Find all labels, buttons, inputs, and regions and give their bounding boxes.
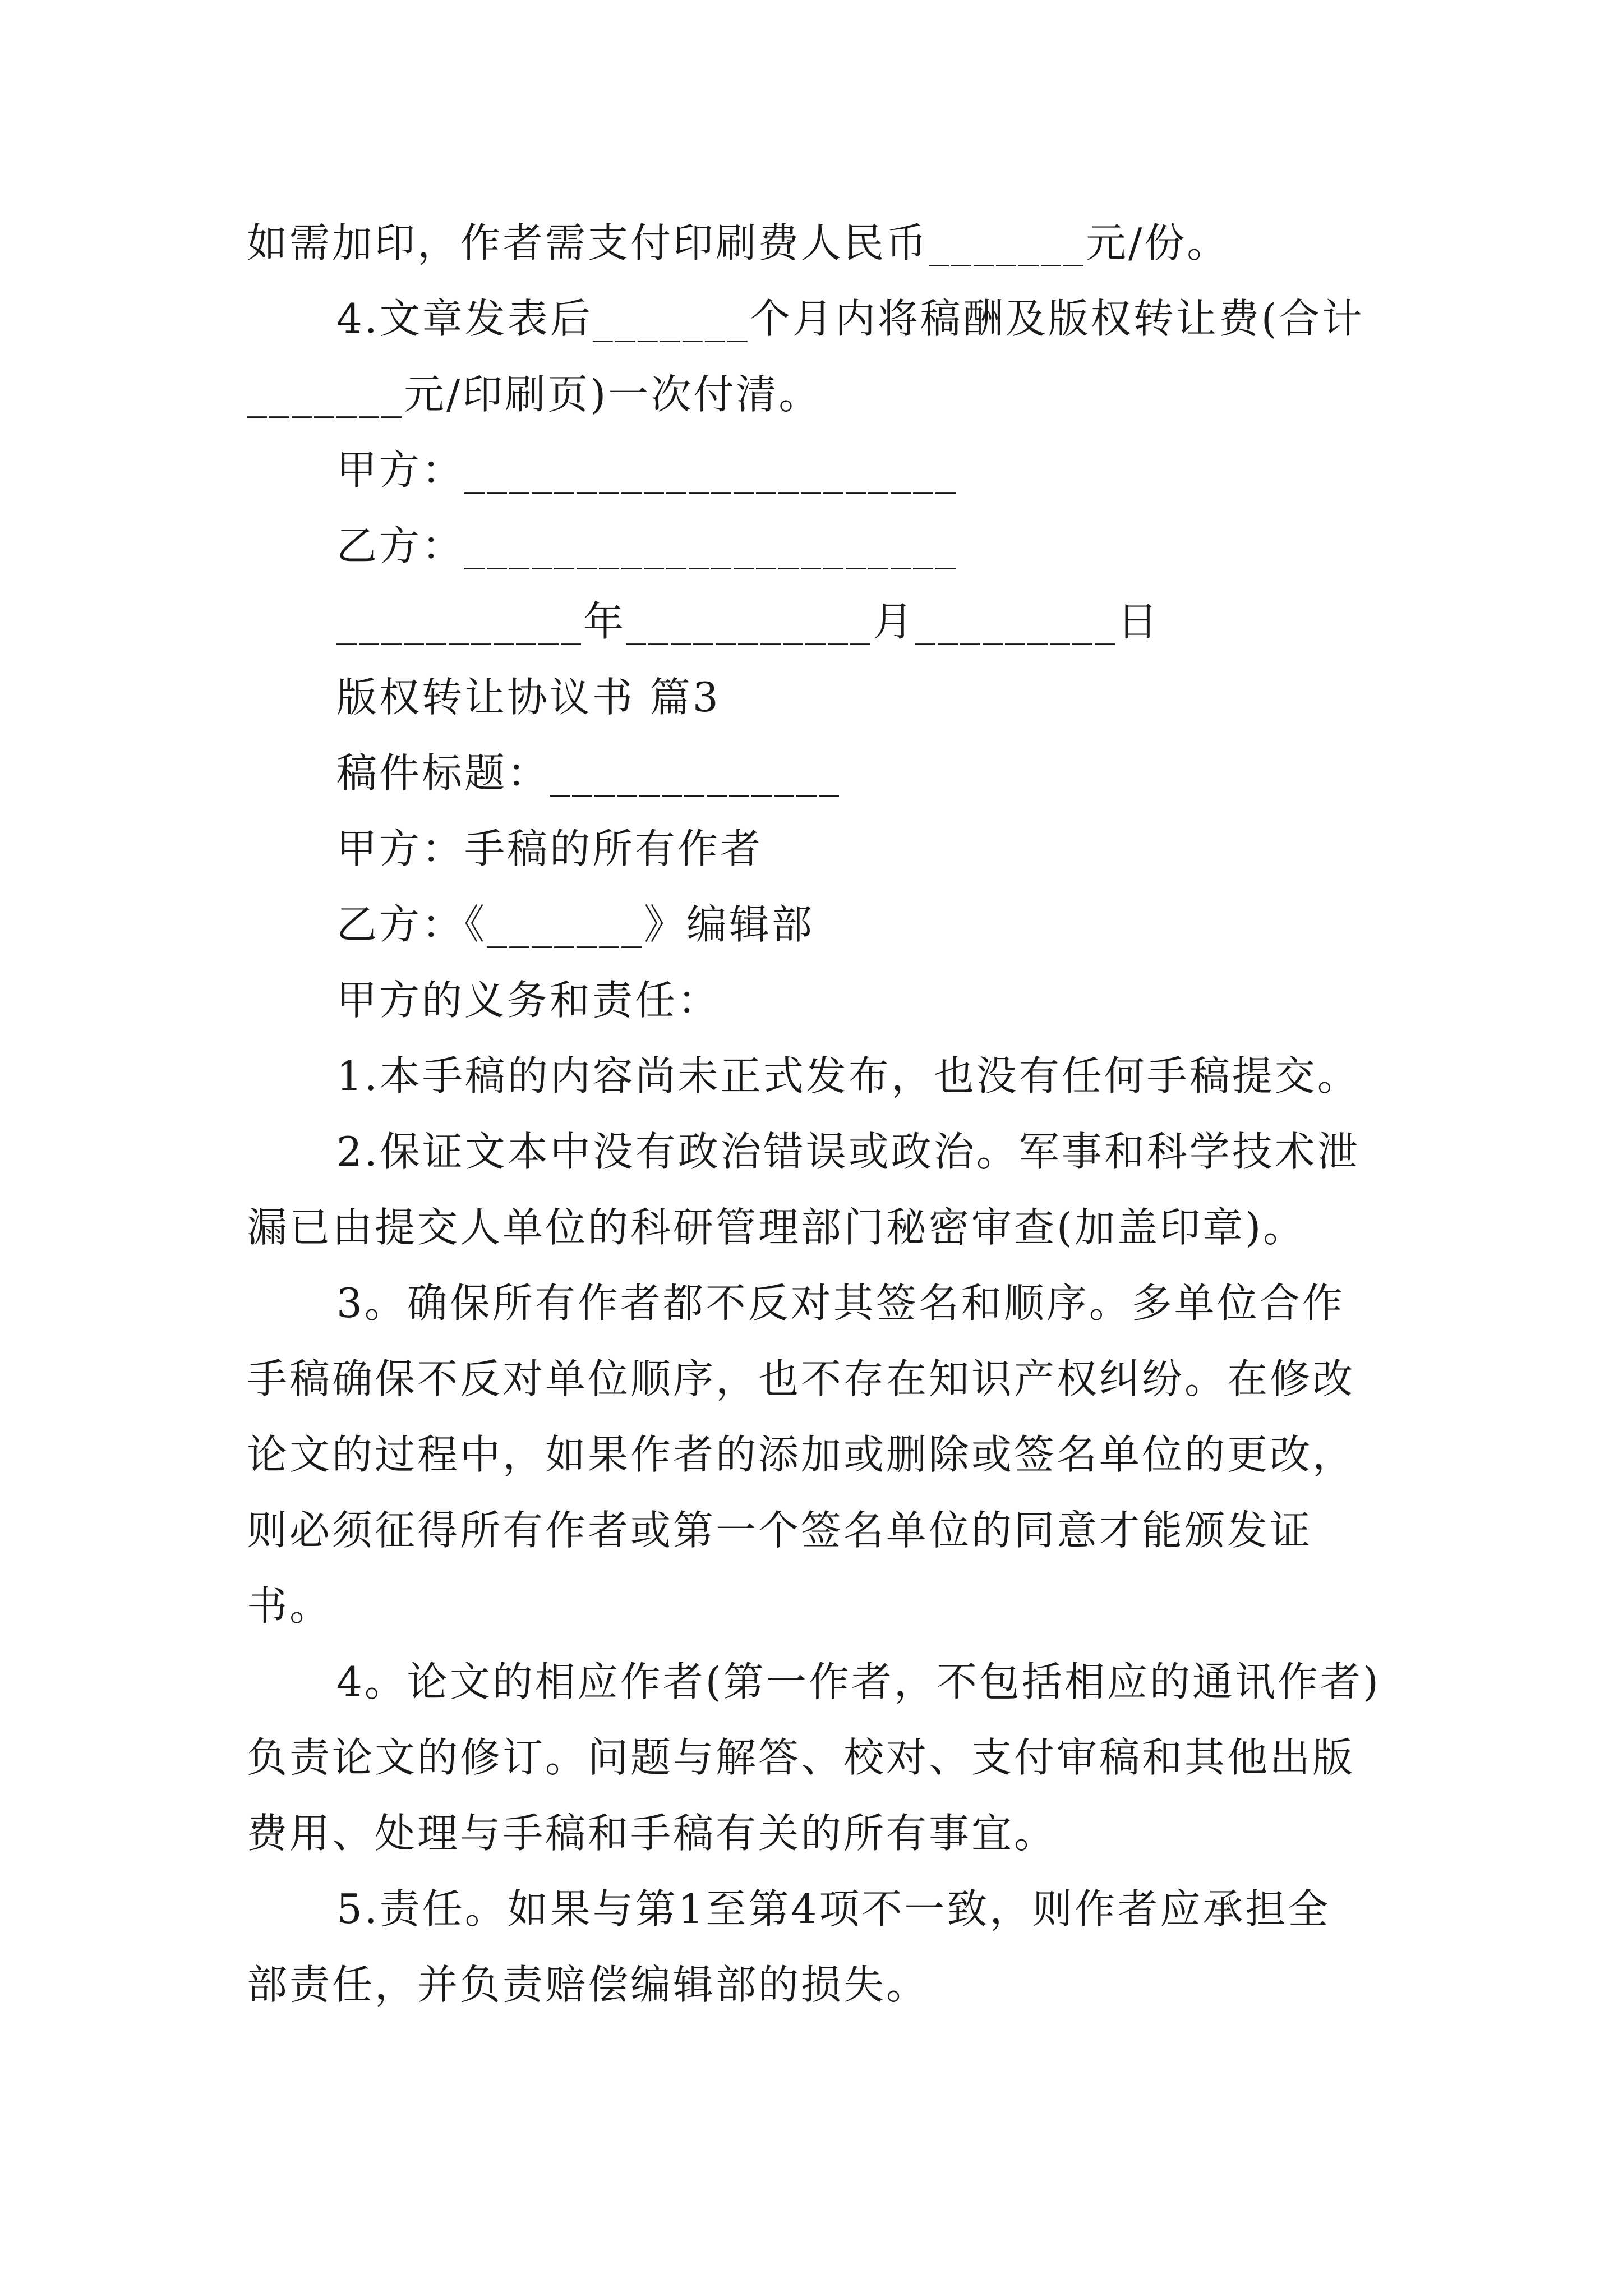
text-line-clause-4-cont: _______元/印刷页)一次付清。 (247, 371, 822, 418)
text-line-item-3-cont-1: 手稿确保不反对单位顺序，也不存在知识产权纠纷。在修改 (247, 1355, 1355, 1402)
text-line-party-a-signature: 甲方：______________________ (336, 447, 958, 494)
text-line-party-a: 甲方：手稿的所有作者 (336, 825, 763, 872)
text-line-item-3-cont-2: 论文的过程中，如果作者的添加或删除或签名单位的更改， (247, 1431, 1355, 1478)
text-line-item-5: 5.责任。如果与第1至第4项不一致，则作者应承担全 (336, 1885, 1331, 1932)
text-line-item-5-cont: 部责任，并负责赔偿编辑部的损失。 (247, 1961, 929, 2008)
text-line-item-2: 2.保证文本中没有政治错误或政治。军事和科学技术泄 (336, 1128, 1360, 1175)
text-line-item-4: 4。论文的相应作者(第一作者，不包括相应的通讯作者) (336, 1658, 1381, 1705)
text-line-item-1: 1.本手稿的内容尚未正式发布，也没有任何手稿提交。 (336, 1052, 1360, 1099)
text-line-manuscript-title: 稿件标题：_____________ (336, 749, 842, 797)
text-line-item-4-cont-1: 负责论文的修订。问题与解答、校对、支付审稿和其他出版 (247, 1734, 1355, 1781)
text-line-item-3: 3。确保所有作者都不反对其签名和顺序。多单位合作 (336, 1280, 1345, 1327)
text-line-obligations: 甲方的义务和责任： (336, 977, 721, 1024)
text-line-item-2-cont: 漏已由提交人单位的科研管理部门秘密审查(加盖印章)。 (247, 1204, 1306, 1251)
text-line-printing-fee: 如需加印，作者需支付印刷费人民币_______元/份。 (247, 219, 1230, 266)
text-line-party-b-signature: 乙方：______________________ (336, 522, 958, 569)
text-line-clause-4: 4.文章发表后_______个月内将稿酬及版权转让费(合计 (336, 295, 1364, 342)
section-heading: 版权转让协议书 篇3 (336, 674, 721, 721)
text-line-item-3-cont-4: 书。 (247, 1582, 333, 1630)
text-line-item-4-cont-2: 费用、处理与手稿和手稿有关的所有事宜。 (247, 1810, 1057, 1857)
text-line-item-3-cont-3: 则必须征得所有作者或第一个签名单位的同意才能颁发证 (247, 1507, 1313, 1554)
text-line-party-b: 乙方：《_______》编辑部 (336, 901, 815, 948)
text-line-date: ___________年___________月_________日 (336, 598, 1160, 645)
